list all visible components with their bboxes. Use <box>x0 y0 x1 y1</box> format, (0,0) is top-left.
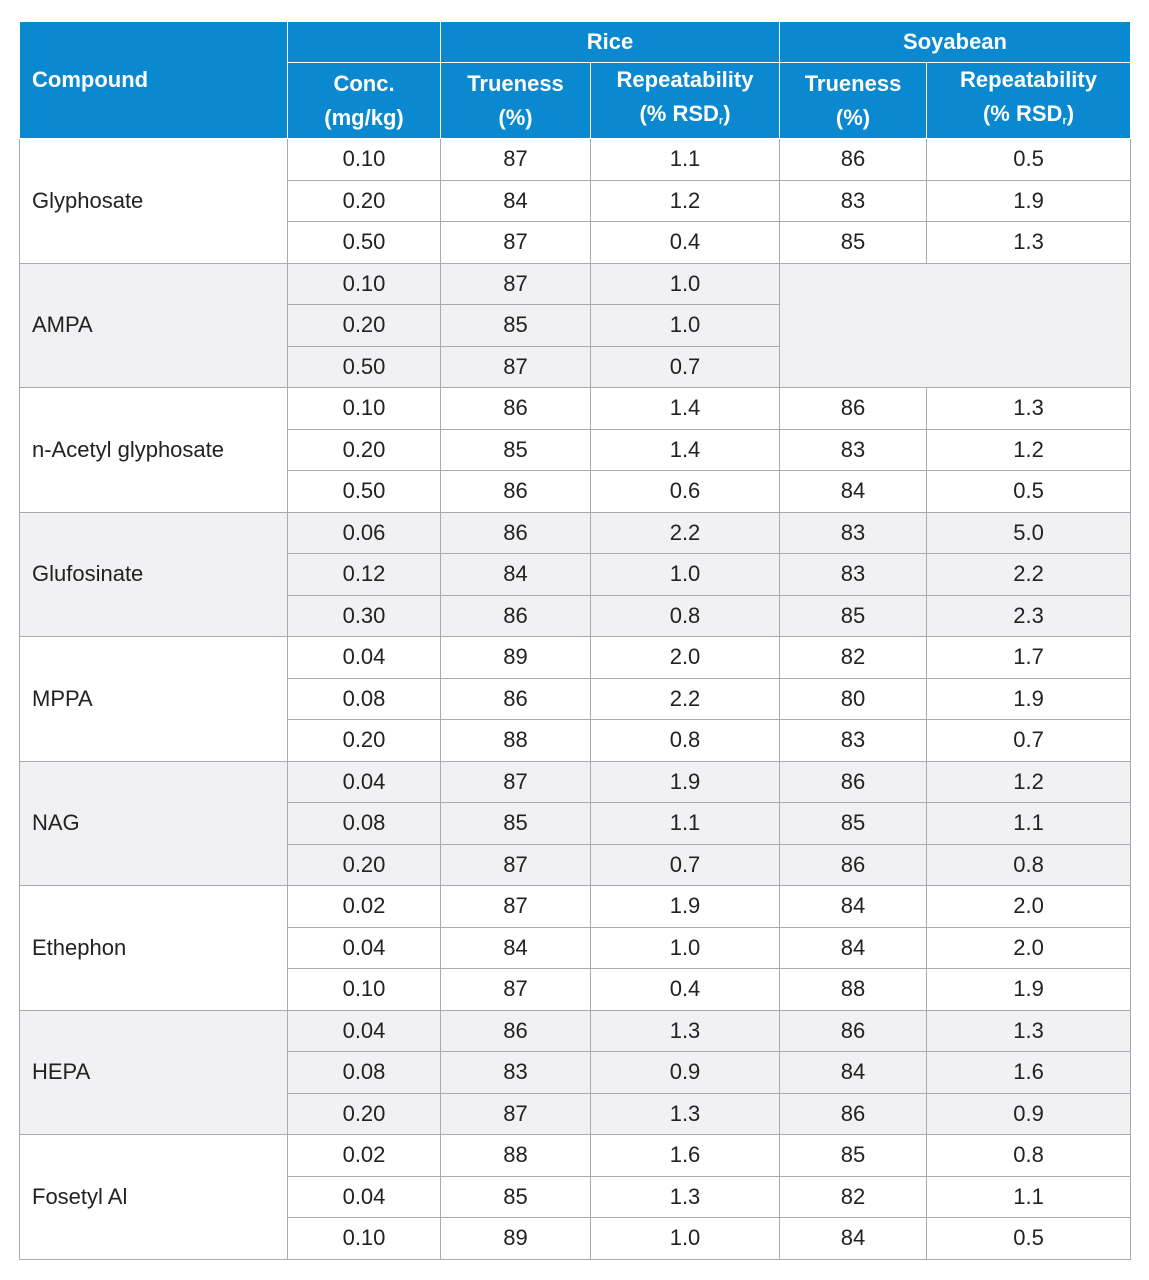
compound-name-cell: HEPA <box>20 1010 288 1135</box>
soyabean-trueness-cell: 82 <box>780 637 927 679</box>
soyabean-repeatability-cell: 1.9 <box>927 180 1131 222</box>
soyabean-repeatability-cell: 0.8 <box>927 1135 1131 1177</box>
conc-cell: 0.04 <box>288 1010 441 1052</box>
conc-cell: 0.08 <box>288 678 441 720</box>
soyabean-trueness-cell: 83 <box>780 554 927 596</box>
soyabean-repeatability-cell: 1.9 <box>927 969 1131 1011</box>
compound-name-cell: n-Acetyl glyphosate <box>20 388 288 513</box>
compound-name-cell: Ethephon <box>20 886 288 1011</box>
conc-cell: 0.06 <box>288 512 441 554</box>
rice-repeatability-cell: 1.0 <box>591 1218 780 1260</box>
soyabean-repeatability-cell: 2.0 <box>927 927 1131 969</box>
soyabean-repeatability-cell: 0.5 <box>927 1218 1131 1260</box>
rice-trueness-cell: 83 <box>441 1052 591 1094</box>
rice-repeatability-header: Repeatability (% $RSD_r$) <box>591 63 780 139</box>
soyabean-repeatability-cell: 0.5 <box>927 471 1131 513</box>
rice-repeatability-cell: 1.4 <box>591 388 780 430</box>
conc-cell: 0.50 <box>288 471 441 513</box>
rice-repeatability-cell: 1.0 <box>591 554 780 596</box>
rice-repeatability-cell: 1.2 <box>591 180 780 222</box>
soyabean-trueness-cell: 86 <box>780 139 927 181</box>
soyabean-trueness-cell: 83 <box>780 180 927 222</box>
table-body <box>20 139 1131 1260</box>
soyabean-repeatability-cell: 1.7 <box>927 637 1131 679</box>
compound-name-cell: Glyphosate <box>20 139 288 264</box>
rice-repeatability-cell: 0.8 <box>591 720 780 762</box>
rice-trueness-cell: 85 <box>441 429 591 471</box>
soyabean-trueness-header: Trueness (%) <box>780 63 927 139</box>
rice-repeatability-cell: 2.0 <box>591 637 780 679</box>
rice-trueness-cell: 87 <box>441 761 591 803</box>
rice-trueness-cell: 84 <box>441 927 591 969</box>
rice-group-header: Rice <box>441 22 780 63</box>
rice-trueness-cell: 86 <box>441 388 591 430</box>
compound-name-cell: NAG <box>20 761 288 886</box>
soyabean-trueness-cell: 83 <box>780 429 927 471</box>
soyabean-repeatability-cell: 1.1 <box>927 803 1131 845</box>
rice-repeatability-cell: 2.2 <box>591 678 780 720</box>
table-row <box>20 263 1131 305</box>
soyabean-trueness-cell: 84 <box>780 886 927 928</box>
rice-trueness-cell: 87 <box>441 263 591 305</box>
rice-trueness-cell: 87 <box>441 1093 591 1135</box>
table-row <box>20 761 1131 803</box>
rice-trueness-cell: 84 <box>441 554 591 596</box>
soyabean-trueness-cell: 83 <box>780 512 927 554</box>
table-row <box>20 1135 1131 1177</box>
soyabean-trueness-cell: 84 <box>780 1218 927 1260</box>
soyabean-trueness-cell: 85 <box>780 803 927 845</box>
conc-cell: 0.20 <box>288 305 441 347</box>
rice-trueness-cell: 86 <box>441 595 591 637</box>
rice-trueness-cell: 86 <box>441 471 591 513</box>
soyabean-trueness-cell: 82 <box>780 1176 927 1218</box>
table-row <box>20 637 1131 679</box>
conc-cell: 0.20 <box>288 180 441 222</box>
conc-cell: 0.10 <box>288 1218 441 1260</box>
rice-trueness-cell: 89 <box>441 637 591 679</box>
rice-repeatability-cell: 0.6 <box>591 471 780 513</box>
soyabean-repeatability-cell: 0.7 <box>927 720 1131 762</box>
rice-repeatability-cell: 1.9 <box>591 886 780 928</box>
rice-trueness-cell: 85 <box>441 803 591 845</box>
soyabean-repeatability-cell: 2.3 <box>927 595 1131 637</box>
soyabean-repeatability-header: Repeatability (% $RSD_r$) <box>927 63 1131 139</box>
soyabean-repeatability-cell: 0.8 <box>927 844 1131 886</box>
compound-name-cell: Fosetyl Al <box>20 1135 288 1260</box>
conc-cell: 0.04 <box>288 1176 441 1218</box>
rice-trueness-cell: 85 <box>441 1176 591 1218</box>
soyabean-trueness-cell: 88 <box>780 969 927 1011</box>
soyabean-trueness-cell: 83 <box>780 720 927 762</box>
table-row <box>20 512 1131 554</box>
soyabean-repeatability-cell: 1.2 <box>927 429 1131 471</box>
rice-trueness-header: Trueness (%) <box>441 63 591 139</box>
conc-cell: 0.20 <box>288 720 441 762</box>
conc-cell: 0.08 <box>288 1052 441 1094</box>
compound-name-cell: AMPA <box>20 263 288 388</box>
soyabean-repeatability-cell: 2.2 <box>927 554 1131 596</box>
table-row <box>20 388 1131 430</box>
rice-trueness-cell: 87 <box>441 886 591 928</box>
rice-repeatability-cell: 1.1 <box>591 139 780 181</box>
conc-cell: 0.10 <box>288 139 441 181</box>
rice-repeatability-cell: 1.1 <box>591 803 780 845</box>
rice-trueness-cell: 89 <box>441 1218 591 1260</box>
conc-cell: 0.10 <box>288 388 441 430</box>
soyabean-repeatability-cell: 5.0 <box>927 512 1131 554</box>
rice-repeatability-cell: 0.8 <box>591 595 780 637</box>
blank-header-cell <box>288 22 441 63</box>
soyabean-trueness-cell: 86 <box>780 1093 927 1135</box>
rice-repeatability-cell: 1.0 <box>591 263 780 305</box>
soyabean-trueness-cell: 84 <box>780 927 927 969</box>
soyabean-repeatability-cell: 0.9 <box>927 1093 1131 1135</box>
rice-repeatability-cell: 1.4 <box>591 429 780 471</box>
rice-repeatability-cell: 1.0 <box>591 927 780 969</box>
soyabean-trueness-cell: 86 <box>780 844 927 886</box>
rice-trueness-cell: 87 <box>441 139 591 181</box>
soyabean-repeatability-cell: 1.6 <box>927 1052 1131 1094</box>
soyabean-trueness-cell: 80 <box>780 678 927 720</box>
conc-cell: 0.10 <box>288 969 441 1011</box>
rice-repeatability-cell: 2.2 <box>591 512 780 554</box>
soyabean-repeatability-cell: 0.5 <box>927 139 1131 181</box>
rice-repeatability-cell: 0.4 <box>591 969 780 1011</box>
rice-trueness-cell: 88 <box>441 720 591 762</box>
soyabean-trueness-cell: 86 <box>780 1010 927 1052</box>
conc-column-header: Conc. (mg/kg) <box>288 63 441 139</box>
compound-name-cell: Glufosinate <box>20 512 288 637</box>
soyabean-repeatability-cell: 1.2 <box>927 761 1131 803</box>
soyabean-trueness-cell: 84 <box>780 471 927 513</box>
soyabean-repeatability-cell: 1.3 <box>927 1010 1131 1052</box>
compound-name-cell: MPPA <box>20 637 288 762</box>
conc-cell: 0.50 <box>288 222 441 264</box>
conc-cell: 0.30 <box>288 595 441 637</box>
rice-repeatability-cell: 1.6 <box>591 1135 780 1177</box>
rice-trueness-cell: 87 <box>441 844 591 886</box>
table-row <box>20 1010 1131 1052</box>
rice-repeatability-cell: 0.4 <box>591 222 780 264</box>
soyabean-trueness-cell: 85 <box>780 595 927 637</box>
rice-repeatability-cell: 0.7 <box>591 346 780 388</box>
rice-repeatability-cell: 1.3 <box>591 1176 780 1218</box>
rice-repeatability-cell: 1.3 <box>591 1010 780 1052</box>
conc-cell: 0.04 <box>288 761 441 803</box>
rice-repeatability-cell: 1.3 <box>591 1093 780 1135</box>
rice-trueness-cell: 86 <box>441 1010 591 1052</box>
rice-trueness-cell: 84 <box>441 180 591 222</box>
soyabean-trueness-cell: 85 <box>780 1135 927 1177</box>
conc-cell: 0.02 <box>288 1135 441 1177</box>
rice-trueness-cell: 87 <box>441 222 591 264</box>
header-group-row <box>20 22 1131 63</box>
rice-trueness-cell: 87 <box>441 969 591 1011</box>
rice-trueness-cell: 87 <box>441 346 591 388</box>
table-row <box>20 139 1131 181</box>
conc-cell: 0.12 <box>288 554 441 596</box>
soyabean-trueness-cell: 84 <box>780 1052 927 1094</box>
conc-cell: 0.08 <box>288 803 441 845</box>
conc-cell: 0.20 <box>288 429 441 471</box>
soyabean-trueness-cell: 86 <box>780 761 927 803</box>
rice-repeatability-cell: 0.7 <box>591 844 780 886</box>
compound-column-header: Compound <box>20 22 288 139</box>
soyabean-repeatability-cell: 1.3 <box>927 388 1131 430</box>
soyabean-repeatability-cell: 2.0 <box>927 886 1131 928</box>
conc-cell: 0.20 <box>288 844 441 886</box>
soyabean-repeatability-cell: 1.1 <box>927 1176 1131 1218</box>
rice-repeatability-cell: 0.9 <box>591 1052 780 1094</box>
soyabean-trueness-cell: 86 <box>780 388 927 430</box>
soyabean-empty-cell <box>780 263 1131 388</box>
conc-cell: 0.50 <box>288 346 441 388</box>
table-row <box>20 886 1131 928</box>
conc-cell: 0.04 <box>288 927 441 969</box>
conc-cell: 0.20 <box>288 1093 441 1135</box>
table-header <box>20 22 1131 139</box>
results-table-container <box>19 21 1131 1260</box>
rice-repeatability-cell: 1.9 <box>591 761 780 803</box>
rice-trueness-cell: 85 <box>441 305 591 347</box>
soyabean-repeatability-cell: 1.3 <box>927 222 1131 264</box>
rice-repeatability-cell: 1.0 <box>591 305 780 347</box>
conc-cell: 0.02 <box>288 886 441 928</box>
soyabean-trueness-cell: 85 <box>780 222 927 264</box>
results-table <box>19 21 1131 1260</box>
soyabean-group-header: Soyabean <box>780 22 1131 63</box>
rice-trueness-cell: 88 <box>441 1135 591 1177</box>
soyabean-repeatability-cell: 1.9 <box>927 678 1131 720</box>
conc-cell: 0.10 <box>288 263 441 305</box>
rice-trueness-cell: 86 <box>441 678 591 720</box>
conc-cell: 0.04 <box>288 637 441 679</box>
rice-trueness-cell: 86 <box>441 512 591 554</box>
